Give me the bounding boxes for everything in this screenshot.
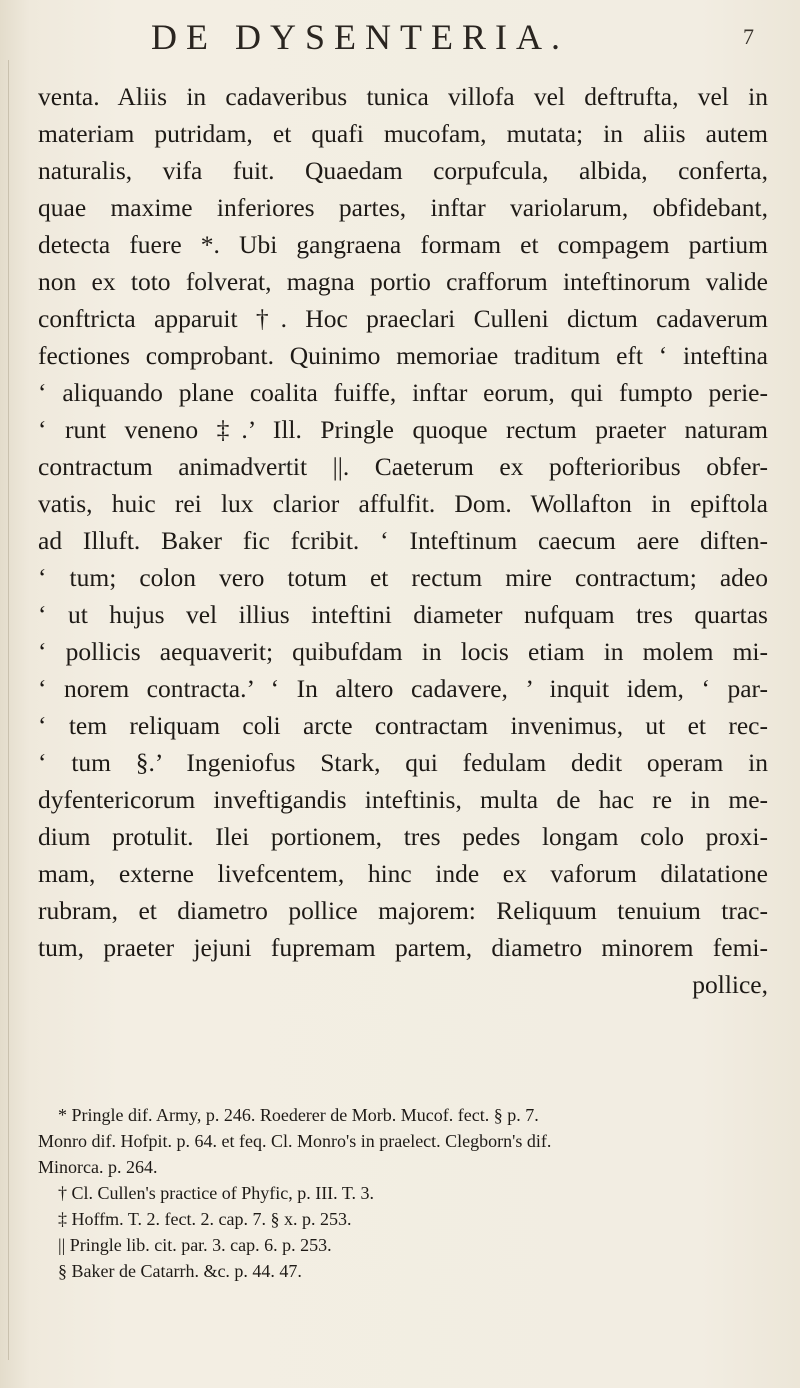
- text-line: ‘ runt veneno ‡.’ Ill. Pringle quoque rectum praeter naturam: [38, 415, 768, 444]
- text-line: quae maxime inferiores partes, inftar variolarum, obfidebant,: [38, 193, 768, 222]
- text-line: ad Illuft. Baker fic fcribit. ‘ Inteftinum caecum aere diften-: [38, 526, 768, 555]
- footnote-line: Minorca. p. 264.: [38, 1157, 158, 1177]
- footnote-line: || Pringle lib. cit. par. 3. cap. 6. p. 253.: [58, 1235, 332, 1255]
- text-line: rubram, et diametro pollice majorem: Reliquum tenuium trac-: [38, 896, 768, 925]
- running-title: DE DYSENTERIA.: [151, 17, 569, 57]
- page-number: 7: [743, 24, 754, 49]
- text-line: dium protulit. Ilei portionem, tres pedes longam colo proxi-: [38, 822, 768, 851]
- text-line: ‘ norem contracta.’ ‘ In altero cadavere, ’ inquit idem, ‘ par-: [38, 674, 768, 703]
- text-line: contractum animadvertit ||. Caeterum ex pofterioribus obfer-: [38, 452, 768, 481]
- text-line: non ex toto folverat, magna portio crafforum inteftinorum valide: [38, 267, 768, 296]
- text-line: dyfentericorum inveftigandis inteftinis, multa de hac re in me-: [38, 785, 768, 814]
- text-line: detecta fuere *. Ubi gangraena formam et compagem partium: [38, 230, 768, 259]
- text-line: ‘ tem reliquam coli arcte contractam invenimus, ut et rec-: [38, 711, 768, 740]
- text-line: ‘ pollicis aequaverit; quibufdam in locis etiam in molem mi-: [38, 637, 768, 666]
- footnote-line: § Baker de Catarrh. &c. p. 44. 47.: [58, 1261, 302, 1281]
- text-line: fectiones comprobant. Quinimo memoriae traditum eft ‘ inteftina: [38, 341, 768, 370]
- text-line: mam, externe livefcentem, hinc inde ex vaforum dilatatione: [38, 859, 768, 888]
- catchword: pollice,: [692, 970, 768, 999]
- running-head: [0, 12, 800, 62]
- text-line: vatis, huic rei lux clarior affulfit. Dom. Wollafton in epiftola: [38, 489, 768, 518]
- text-line: venta. Aliis in cadaveribus tunica villofa vel deftrufta, vel in: [38, 82, 768, 111]
- text-line: ‘ aliquando plane coalita fuiffe, inftar eorum, qui fumpto perie-: [38, 378, 768, 407]
- text-line: materiam putridam, et quafi mucofam, mutata; in aliis autem: [38, 119, 768, 148]
- footnote-line: Monro dif. Hofpit. p. 64. et feq. Cl. Monro's in praelect. Clegborn's dif.: [38, 1131, 552, 1151]
- footnote-line: † Cl. Cullen's practice of Phyfic, p. III. T. 3.: [58, 1183, 375, 1203]
- text-line: tum, praeter jejuni fupremam partem, diametro minorem femi-: [38, 933, 768, 962]
- text-line: naturalis, vifa fuit. Quaedam corpufcula, albida, conferta,: [38, 156, 768, 185]
- footnote-line: * Pringle dif. Army, p. 246. Roederer de Morb. Mucof. fect. § p. 7.: [58, 1105, 539, 1125]
- body-text: [38, 78, 768, 1003]
- text-line: conftricta apparuit †. Hoc praeclari Culleni dictum cadaverum: [38, 304, 768, 333]
- footnotes: [38, 1102, 768, 1284]
- gutter-line: [8, 60, 9, 1360]
- text-line: ‘ tum §.’ Ingeniofus Stark, qui fedulam dedit operam in: [38, 748, 768, 777]
- text-line: ‘ tum; colon vero totum et rectum mire contractum; adeo: [38, 563, 768, 592]
- text-line: ‘ ut hujus vel illius inteftini diameter nufquam tres quartas: [38, 600, 768, 629]
- footnote-line: ‡ Hoffm. T. 2. fect. 2. cap. 7. § x. p. 253.: [58, 1209, 352, 1229]
